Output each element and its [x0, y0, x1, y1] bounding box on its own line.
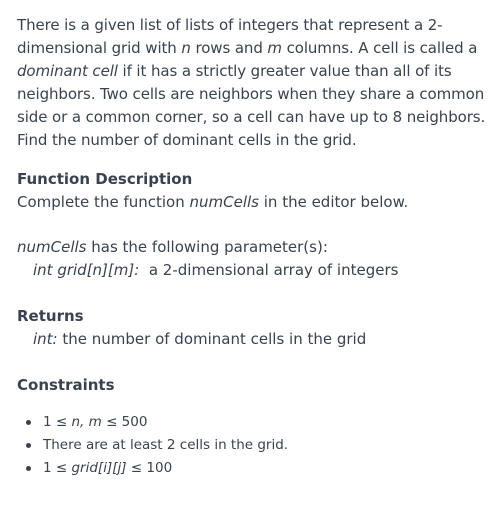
bullet-icon: [26, 443, 31, 448]
var-m: m: [267, 39, 282, 57]
constraint-text: There are at least 2 cells in the grid.: [43, 437, 289, 453]
intro-paragraph: [17, 14, 497, 152]
parameter-item: [33, 259, 398, 281]
function-name: numCells: [189, 193, 259, 211]
intro-text: columns. A cell is called a: [281, 39, 478, 57]
bullet-icon: [26, 466, 31, 471]
dominant-cell-term: dominant cell: [17, 62, 118, 80]
return-type: int:: [33, 330, 58, 348]
constraint-var: n, m: [71, 414, 102, 430]
intro-text: if it has a strictly greater value than all of its neighbors. Two cells are neighbors when they share a common side or a common corner, so a cell can have up to 8 neighbors. Find the number of dominant cells in the grid.: [17, 62, 486, 149]
function-name: numCells: [17, 238, 87, 256]
returns-heading: Returns: [17, 307, 84, 325]
intro-text: There is a given list of lists of integers that represent a 2-dimensional grid with: [17, 16, 443, 57]
return-desc: the number of dominant cells in the grid: [57, 330, 367, 348]
parameters-text: has the following parameter(s):: [86, 238, 328, 256]
intro-text: rows and: [190, 39, 268, 57]
constraint-var: grid[i][j]: [71, 460, 127, 476]
constraint-text: 1 ≤: [43, 460, 72, 476]
constraints-list: [17, 411, 288, 480]
fd-text: Complete the function: [17, 193, 190, 211]
parameter-type: int grid[n][m]:: [33, 261, 140, 279]
constraint-text: 1 ≤: [43, 414, 72, 430]
constraint-text: ≤ 100: [126, 460, 173, 476]
returns-item: [33, 328, 366, 350]
function-description-heading: Function Description: [17, 170, 193, 188]
constraint-text: ≤ 500: [101, 414, 148, 430]
function-description-text: [17, 191, 408, 213]
constraints-heading: Constraints: [17, 376, 115, 394]
bullet-icon: [26, 420, 31, 425]
constraint-item: [17, 434, 288, 457]
parameter-desc: a 2-dimensional array of integers: [139, 261, 399, 279]
fd-text: in the editor below.: [258, 193, 409, 211]
constraint-item: [17, 457, 288, 480]
constraint-item: [17, 411, 288, 434]
var-n: n: [181, 39, 191, 57]
parameters-intro: [17, 236, 328, 258]
